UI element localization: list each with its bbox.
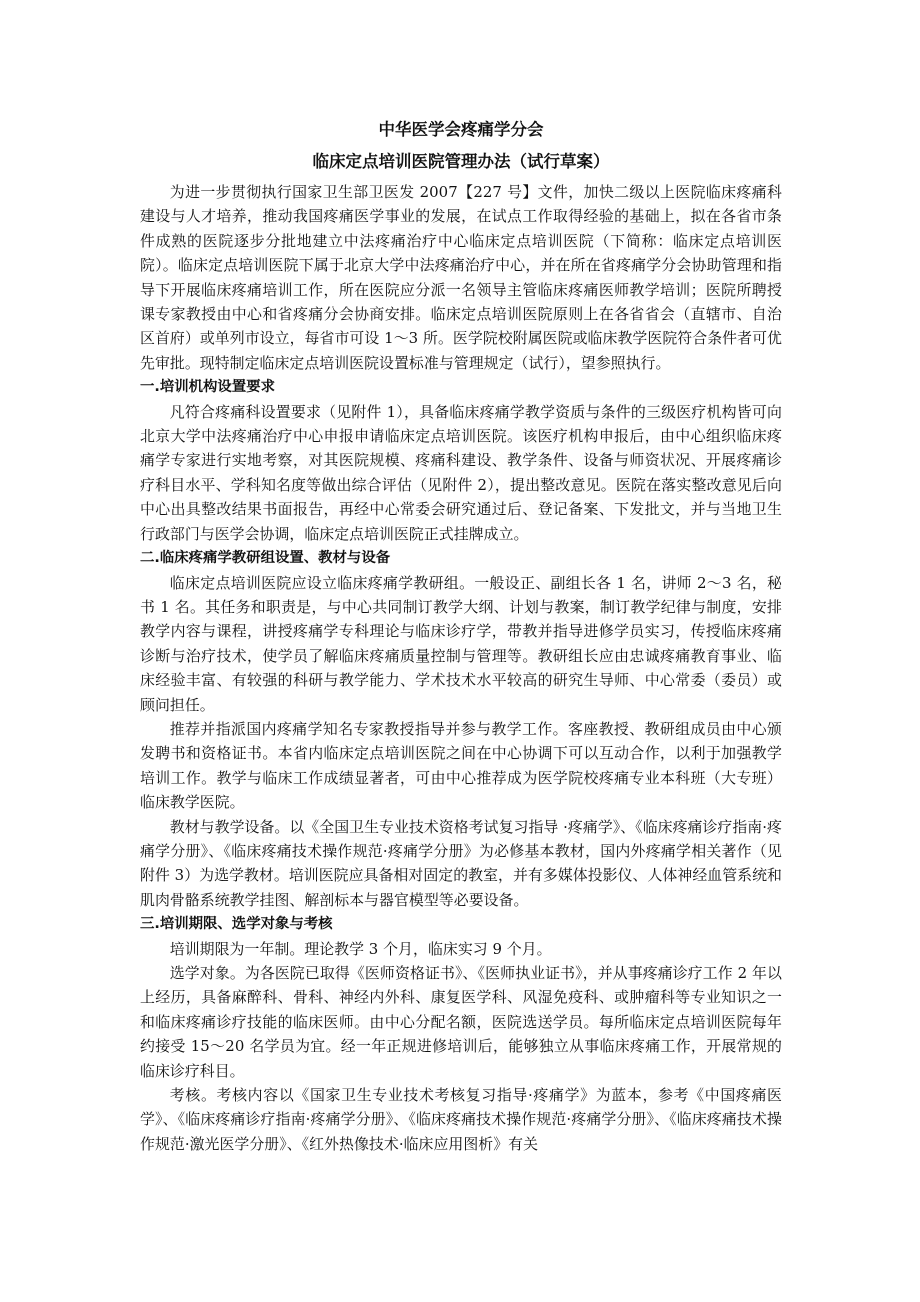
section-3-paragraph-2: 选学对象。为各医院已取得《医师资格证书》、《医师执业证书》，并从事疼痛诊疗工作 2 年以上经历，具备麻醉科、骨科、神经内外科、康复医学科、风湿免疫科、或肿瘤科等专业知识之一和临床疼痛诊疗技能的临床医师。由中心分配名额，医院选送学员。每所临床定点培训医院每年约接受 15～20 名学员为宜。经一年正规进修培训后，能够独立从事临床疼痛工作，开展常规的临床诊疗科目。 xyxy=(140,964,782,1080)
section-2-paragraph-2: 推荐并指派国内疼痛学知名专家教授指导并参与教学工作。客座教授、教研组成员由中心颁发聘书和资格证书。本省内临床定点培训医院之间在中心协调下可以互动合作，以利于加强教学培训工作。教学与临床工作成绩显著者，可由中心推荐成为医学院校疼痛专业本科班（大专班）临床教学医院。 xyxy=(140,719,782,812)
document-body xyxy=(140,114,782,1156)
section-1-paragraph-1: 凡符合疼痛科设置要求（见附件 1），具备临床疼痛学教学资质与条件的三级医疗机构皆可向北京大学中法疼痛治疗中心申报申请临床定点培训医院。该医疗机构申报后，由中心组织临床疼痛学专家进行实地考察，对其医院规模、疼痛科建设、教学条件、设备与师资状况、开展疼痛诊疗科目水平、学科知名度等做出综合评估（见附件 2），提出整改意见。医院在落实整改意见后向中心出具整改结果书面报告，再经中心常委会研究通过后、登记备案、下发批文，并与当地卫生行政部门与医学会协调，临床定点培训医院正式挂牌成立。 xyxy=(140,402,782,543)
intro-paragraph: 为进一步贯彻执行国家卫生部卫医发 2007【227 号】文件，加快二级以上医院临床疼痛科建设与人才培养，推动我国疼痛医学事业的发展，在试点工作取得经验的基础上，拟在各省市条件成熟的医院逐步分批地建立中法疼痛治疗中心临床定点培训医院（下简称：临床定点培训医院）。临床定点培训医院下属于北京大学中法疼痛治疗中心，并在所在省疼痛学分会协助管理和指导下开展临床疼痛培训工作，所在医院应分派一名领导主管临床疼痛医师教学培训；医院所聘授课专家教授由中心和省疼痛分会协商安排。临床定点培训医院原则上在各省省会（直辖市、自治区首府）或单列市设立，每省市可设 1～3 所。医学院校附属医院或临床教学医院符合条件者可优先审批。现特制定临床定点培训医院设置标准与管理规定（试行），望参照执行。 xyxy=(140,183,782,372)
section-2-paragraph-1: 临床定点培训医院应设立临床疼痛学教研组。一般设正、副组长各 1 名，讲师 2～3 名，秘书 1 名。其任务和职责是，与中心共同制订教学大纲、计划与教案，制订教学纪律与制度，安排教学内容与课程，讲授疼痛学专科理论与临床诊疗学，带教并指导进修学员实习，传授临床疼痛诊断与治疗技术，使学员了解临床疼痛质量控制与管理等。教研组长应由忠诚疼痛教育事业、临床经验丰富、有较强的科研与教学能力、学术技术水平较高的研究生导师、中心常委（委员）或顾问担任。 xyxy=(140,573,782,714)
section-3-paragraph-1: 培训期限为一年制。理论教学 3 个月，临床实习 9 个月。 xyxy=(169,939,552,958)
document-subtitle: 临床定点培训医院管理办法（试行草案） xyxy=(312,152,610,171)
document-title: 中华医学会疼痛学分会 xyxy=(378,120,544,139)
section-3-paragraph-3: 考核。考核内容以《国家卫生专业技术考核复习指导·疼痛学》为蓝本，参考《中国疼痛医学》、《临床疼痛诊疗指南·疼痛学分册》、《临床疼痛技术操作规范·疼痛学分册》、《临床疼痛技术操作规范·激光医学分册》、《红外热像技术·临床应用图析》有关 xyxy=(140,1086,782,1153)
section-2-paragraph-3: 教材与教学设备。以《全国卫生专业技术资格考试复习指导 ·疼痛学》、《临床疼痛诊疗指南·疼痛学分册》、《临床疼痛技术操作规范·疼痛学分册》为必修基本教材，国内外疼痛学相关著作（见附件 3）为选学教材。培训医院应具备相对固定的教室，并有多媒体投影仪、人体神经血管系统和肌肉骨骼系统教学挂图、解剖标本与器官模型等必要设备。 xyxy=(140,817,782,909)
section-3-heading: 三.培训期限、选学对象与考核 xyxy=(140,916,333,933)
section-1-heading: 一.培训机构设置要求 xyxy=(140,379,275,396)
section-2-heading: 二.临床疼痛学教研组设置、教材与设备 xyxy=(140,550,391,567)
